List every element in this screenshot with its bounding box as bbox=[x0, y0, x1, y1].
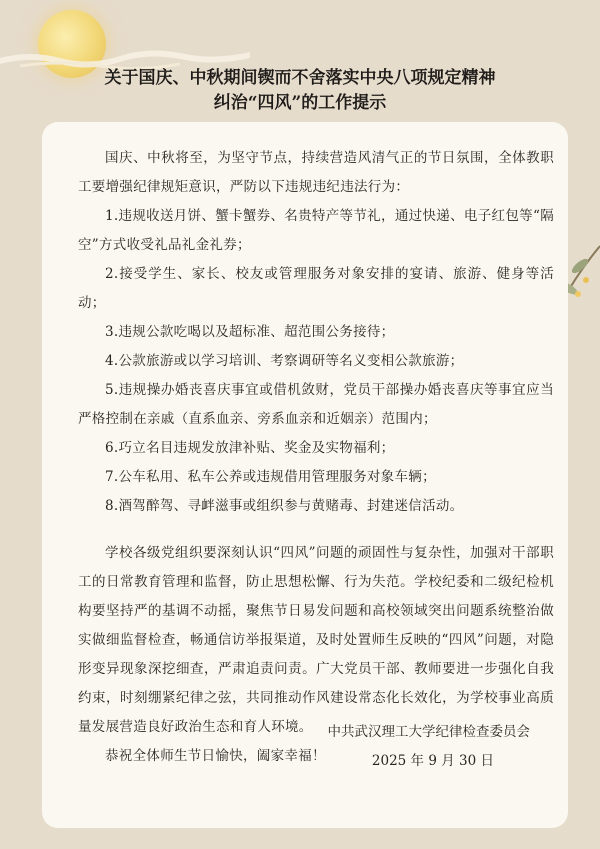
document-body bbox=[78, 144, 554, 771]
closing-greeting: 恭祝全体师生节日愉快，阖家幸福！ bbox=[105, 748, 326, 764]
list-item: 2.接受学生、家长、校友或管理服务对象安排的宴请、旅游、健身等活动； bbox=[78, 266, 554, 311]
list-item: 7.公车私用、私车公养或违规借用管理服务对象车辆； bbox=[105, 469, 436, 485]
list-item: 5.违规操办婚丧喜庆事宜或借机敛财，党员干部操办婚丧喜庆等事宜应当严格控制在亲戚（直系血亲、旁系血亲和近姻亲）范围内； bbox=[78, 382, 554, 427]
intro-paragraph: 国庆、中秋将至，为坚守节点，持续营造风清气正的节日氛围，全体教职工要增强纪律规矩意识，严防以下违规违纪违法行为： bbox=[78, 150, 554, 195]
issue-date: 2025 年 9 月 30 日 bbox=[371, 753, 494, 769]
issuing-organization: 中共武汉理工大学纪律检查委员会 bbox=[327, 724, 530, 740]
list-item: 4.公款旅游或以学习培训、考察调研等名义变相公款旅游； bbox=[105, 353, 464, 369]
list-item: 3.违规公款吃喝以及超标准、超范围公务接待； bbox=[105, 324, 395, 340]
title-line-2: 纠治“四风”的工作提示 bbox=[213, 93, 387, 113]
title-line-1: 关于国庆、中秋期间锲而不舍落实中央八项规定精神 bbox=[104, 68, 496, 88]
signature-block bbox=[328, 718, 531, 776]
list-item: 8.酒驾醉驾、寻衅滋事或组织参与黄赌毒、封建迷信活动。 bbox=[105, 498, 464, 514]
document-title bbox=[0, 66, 600, 116]
list-item: 1.违规收送月饼、蟹卡蟹券、名贵特产等节礼，通过快递、电子红包等“隔空”方式收受礼品礼金礼券； bbox=[78, 208, 554, 253]
list-item: 6.巧立名目违规发放津补贴、奖金及实物福利； bbox=[105, 440, 395, 456]
supervision-paragraph: 学校各级党组织要深刻认识“四风”问题的顽固性与复杂性，加强对干部职工的日常教育管理和监督，防止思想松懈、行为失范。学校纪委和二级纪检机构要坚持严的基调不动摇，聚焦节日易发问题和高校领域突出问题系统整治做实做细监督检查，畅通信访举报渠道，及时处置师生反映的“四风”问题，对隐形变异现象深挖细查，严肃追责问责。广大党员干部、教师要进一步强化自我约束，时刻绷紧纪律之弦，共同推动作风建设常态化长效化，为学校事业高质量发展营造良好政治生态和育人环境。 bbox=[78, 545, 554, 735]
violation-list bbox=[78, 202, 554, 521]
